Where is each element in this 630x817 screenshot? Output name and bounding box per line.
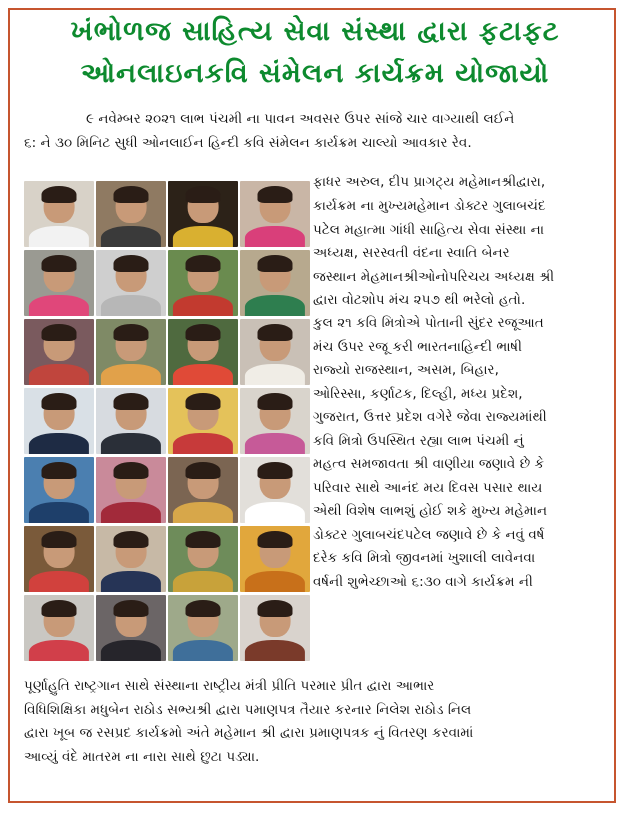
person-hair-shape [114,600,149,617]
participant-photo [24,319,94,385]
person-body-shape [245,502,305,523]
headline-line-1: ખંભોળજ સાહિત્ય સેવા સંસ્થા દ્વારા ફટાફટ [70,16,560,47]
participant-photo [240,457,310,523]
person-body-shape [173,295,233,316]
body-line: વિધિશિક્ષિકા મધુબેન રાઠોડ સભ્યશ્રી દ્વારા પમાણપત્ર તૈયાર કરનાર નિલેશ રાઠોડ નિલ [24,702,472,718]
body-line: ઓરિસ્સા, કર્ણાટક, દિલ્હી, મધ્ય પ્રદેશ, [313,386,523,402]
participant-photo [96,319,166,385]
person-body-shape [101,640,161,661]
body-line: રાજ્યો રાજસ્થાન, અસમ, બિહાર, [313,362,499,378]
person-hair-shape [258,393,293,410]
body-line: ૯ નવેમ્બર ૨૦૨૧ લાભ પંચમી ના પાવન અવસર ઉપર સાંજે ચાર વાગ્યાથી લઈને [86,111,515,127]
person-hair-shape [114,324,149,341]
person-body-shape [245,226,305,247]
person-hair-shape [258,600,293,617]
body-line: દ્વારા ખૂબ જ રસપ્રદ કાર્યક્રમો અંતે મહેમાન શ્રી દ્વારા પ્રમાણપત્રક નું વિતરણ કરવામાં [24,725,474,741]
person-body-shape [29,433,89,454]
participant-photo [24,250,94,316]
person-body-shape [29,502,89,523]
body-line: કવિ મિત્રો ઉપસ્થિત રહ્યા લાભ પંચમી નું [313,433,524,449]
person-body-shape [173,364,233,385]
body-line: કુલ ૨૧ કવિ મિત્રોએ પોતાની સુંદર રજૂઆત [313,315,544,331]
participant-photo [96,526,166,592]
participant-photo [240,319,310,385]
participant-photo [24,457,94,523]
person-hair-shape [258,531,293,548]
person-hair-shape [114,186,149,203]
person-body-shape [245,571,305,592]
person-body-shape [173,571,233,592]
participant-photo [240,526,310,592]
body-line: એથી વિશેષ લાભશું હોઈ શકે મુખ્ય મહેમાન [313,503,548,519]
participant-photo [168,595,238,661]
participant-photo [240,181,310,247]
person-hair-shape [42,255,77,272]
participant-photo [168,457,238,523]
person-body-shape [173,640,233,661]
person-body-shape [245,295,305,316]
body-line: ફાધર અરુલ, દીપ પ્રાગટ્ય મહેમાનશ્રીદ્વારા, [313,174,546,190]
person-hair-shape [258,462,293,479]
body-line: મંચ ઉપર રજૂ કરી ભારતનાહિન્દી ભાષી [313,339,523,355]
participant-photo [96,595,166,661]
person-hair-shape [114,462,149,479]
person-hair-shape [42,393,77,410]
person-hair-shape [258,186,293,203]
person-hair-shape [42,600,77,617]
person-body-shape [173,433,233,454]
participant-photo [24,526,94,592]
person-body-shape [101,364,161,385]
participant-photo [24,595,94,661]
participant-photo [96,457,166,523]
participant-photo [96,388,166,454]
participant-photo [168,181,238,247]
body-line: દરેક કવિ મિત્રો જીવનમાં ખુશાલી લાવેનવા [313,550,536,566]
person-body-shape [101,226,161,247]
headline-line-2: ઓનલાઇનકવિ સંમેલન કાર્યક્રમ યોજાયો [80,58,550,89]
person-body-shape [29,226,89,247]
person-hair-shape [42,462,77,479]
participant-photo [240,250,310,316]
person-hair-shape [42,186,77,203]
person-body-shape [29,640,89,661]
person-hair-shape [186,324,221,341]
participant-photo [168,388,238,454]
body-line: કાર્યક્રમ ના મુખ્યમહેમાન ડોક્ટર ગુલાબચંદ [313,198,546,214]
body-line: ડોક્ટર ગુલાબચંદપટેલ જણાવે છે કે નવું વર્ષ [313,527,545,543]
person-body-shape [29,295,89,316]
body-line: અધ્યક્ષ, સરસ્વતી વંદના સ્વાતિ બેનર [313,245,510,261]
person-body-shape [245,364,305,385]
person-body-shape [101,571,161,592]
body-line: પરિવાર સાથે આનંદ મય દિવસ પસાર થાય [313,480,543,496]
participant-photo [240,388,310,454]
person-body-shape [101,433,161,454]
person-body-shape [29,364,89,385]
person-body-shape [101,295,161,316]
person-hair-shape [114,255,149,272]
person-body-shape [101,502,161,523]
person-hair-shape [114,393,149,410]
person-body-shape [173,502,233,523]
body-line: આવ્યું વંદે માતરમ ના નારા સાથે છુટા પડ્યા. [24,749,260,765]
body-line: વર્ષની શુભેચ્છાઓ ૬:૩૦ વાગે કાર્યક્રમ ની [313,574,533,590]
person-body-shape [173,226,233,247]
body-line: પટેલ મહાત્મા ગાંધી સાહિત્ય સેવા સંસ્થા ના [313,222,545,238]
person-hair-shape [186,462,221,479]
person-hair-shape [258,324,293,341]
body-line: ગુજરાત, ઉત્તર પ્રદેશ વગેરે જેવા રાજ્યમાંથી [313,409,547,425]
person-body-shape [245,640,305,661]
participant-photo [168,250,238,316]
body-line: મહત્વ સમજાવતા શ્રી વાણીયા જણાવે છે કે [313,456,545,472]
participant-photo [96,181,166,247]
participant-photo [96,250,166,316]
participant-photo [168,319,238,385]
body-line: પૂર્ણાહુતિ રાષ્ટ્રગાન સાથે સંસ્થાના રાષ્ટ્રીય મંત્રી પ્રીતિ પરમાર પ્રીત દ્વારા આભાર [24,678,435,694]
person-body-shape [245,433,305,454]
person-hair-shape [186,600,221,617]
participant-photo-collage [24,181,310,663]
person-hair-shape [258,255,293,272]
person-hair-shape [186,393,221,410]
person-hair-shape [186,255,221,272]
person-hair-shape [186,531,221,548]
body-line: જસ્થાન મેહમાનશ્રીઓનોપરિચય અધ્યક્ષ શ્રી [313,269,555,285]
body-line: દ્વારા વોટશોપ મંચ ૨૫૭ થી ભરેલો હતો. [313,292,526,308]
body-line: ૬: ને ૩૦ મિનિટ સુધી ઓનલાઈન હિન્દી કવિ સંમેલન કાર્યક્રમ ચાલ્યો આવકાર રેવ. [24,135,472,151]
participant-photo [24,388,94,454]
participant-photo [24,181,94,247]
participant-photo [240,595,310,661]
person-body-shape [29,571,89,592]
person-hair-shape [42,324,77,341]
person-hair-shape [186,186,221,203]
participant-photo [168,526,238,592]
person-hair-shape [42,531,77,548]
person-hair-shape [114,531,149,548]
